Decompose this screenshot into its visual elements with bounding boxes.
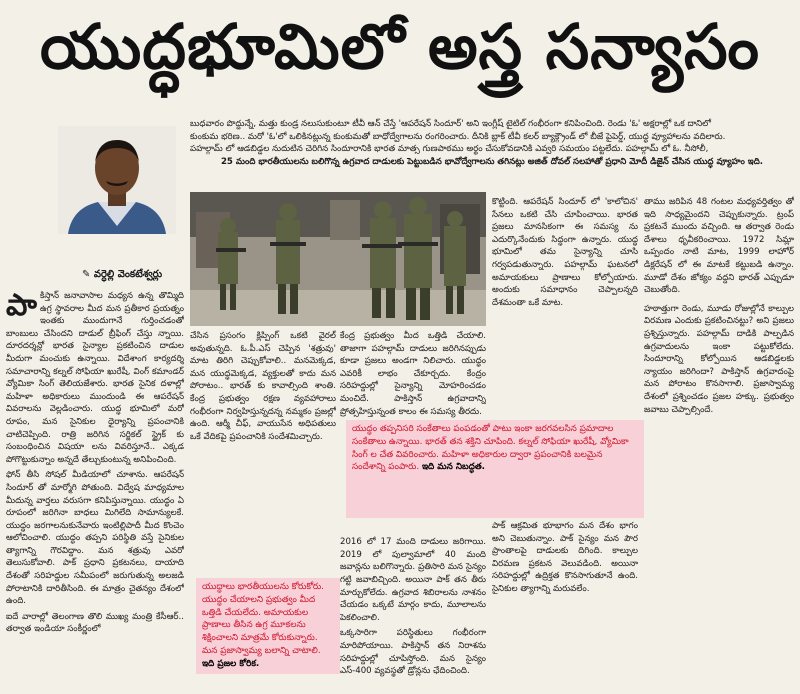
column-1: పాకిస్తాన్ జనావాసాల మధ్యన ఉన్న తొమ్మిది ఉగ్ర స్థావరాల మీద మన ప్రతీకార ప్రయత్నం ఇంతకు ముందుగానే గుర్తించడంతో బాంబులు చేసిందని దాడుల్ బ్రీఫింగ్ చేస్తు న్నాయి. దూరదర్శన్లో భారత సైన్యాల ప్రకటించిన దాడుల మీదుగా మంచుకు ఉన్నాయి. విదేశాంగ కార్యదర్శి సమాచారాన్ని కల్నల్ సోఫియా ఖురేషీ, వింగ్ కమాండర్ వ్యోమికా సింగ్ తెలియజేశారు. భారత సైనిక దళాల్లో మహిళా అధికారులు ముందుండి ఈ ఆపరేషన్ వివరాలను వెల్లడించారు. యుద్ధ భూమిలో మరో రూపం, మన సైనికుల ధైర్యాన్ని ప్రపంచానికి చాటిచెప్పింది. రాత్రి జరిగిన సర్జికల్ స్ట్రైక్ కు సంబంధించిన విషయా లను వివరిస్తూనే.. ఎక్కడ పోగొట్టుకున్నాం అన్నదే తేల్చుకుంటున్న అనిపించింది. ఫోన్ తీసి సోషల్ మీడియాలో చూశాను. ఆపరేషన్ సిందూర్ తో మార్మోగి పోతుంది. విద్వేష మాధ్యమాల మీదున్న వార్తలు వరుసగా కనిపిస్తున్నాయి. యుద్ధం ఏ రూపంలో జరిగినా బాధలు మిగిలేది సామాన్యులకే. యుద్ధం జరగాలనుకునేవారు ఇంటిల్లిపాదీ మీద కొంచెం ఆలోచించాలి. యుద్ధం తప్పని పరిస్థితి వస్తే సైనికుల త్యాగాన్ని గౌరవిద్దాం. మన శత్రువు ఎవరో తెలుసుకోవాలి. పాక్ ప్రధాని ప్రకటనలు, దాయాది దేశంతో సరిహద్దుల సమీపంలో జరుగుతున్న అలజడి పోరాటానికి దారితీసింది. ఈ మాత్రం చైతన్యం దేశంలో ఉంది. ఐదే వారాల్లో తెలంగాణ తొలి ముఖ్య మంత్రి కేసీఆర్.. తర్వాత ఇండియా సంకీర్ణంలో — [6, 290, 184, 635]
deck-line-1: బుధవారం పొద్దున్నే, మత్తు కుండ్ర నలుసుకుంటూ టీవీ ఆన్ చేస్తే 'ఆపరేషన్ సిందూర్' అని ఇంగ్లీష్ టైటిల్ గంభీరంగా కనిపించింది. రెండు 'ఓ' అక్షరాల్లో ఒక దానిలో — [190, 119, 712, 129]
deck-line-3: పహల్గామ్ లో ఆడబిడ్డల నుదుటిన చెరిగిన సిందూరానికి భారత మాత్స గుణపాఠము అర్థం చేసుకోవడానికి ఎవ్వరి సమయం పట్టలేదు. పహల్గామ్ లో ఓ. నీసోలీ, — [190, 144, 709, 155]
drop-cap: పా — [6, 290, 37, 323]
column-5: తాము జరిపిన 48 గంటల మధ్యవర్తిత్వం తో ఇది సాధ్యమైందని చెప్పుకున్నారు. ట్రంప్ ప్రకటనే ముందు వచ్చింది. ఆ తర్వాత రెండు దేశాలు ధృవీకరించాయి. 1972 సిమ్లా ఒప్పందం నాటి మాట, 1999 లాహోర్ డిక్లరేషన్ లో ఈ మాటకే కట్టుబడి ఉన్నాం. మూడో దేశం జోక్యం వద్దని భారత్ ఎప్పుడూ చెబుతోంది. హఠాత్తుగా రెండు, మూడు రోజుల్లోనే కాల్పుల విరమణ ఎందుకు ప్రకటించినట్టు? అని ప్రజలు ప్రశ్నిస్తున్నారు. పహల్గామ్ దాడికి పాల్పడిన ఉగ్రవాదులను ఇంకా పట్టుకోలేదు. సిందూరాన్ని కోల్పోయిన ఆడబిడ్డలకు న్యాయం జరిగిందా? పాకిస్తాన్ ఉగ్రవాదంపై మన పోరాటం కొనసాగాలి. ప్రజాస్వామ్య దేశంలో ప్రశ్నించడం ప్రజల హక్కు. ప్రభుత్వం జవాబు చెప్పాల్సిందే. — [644, 197, 794, 415]
author-photo — [58, 126, 176, 234]
pull-quote-2: యుద్ధాలు భారతీయులను కోరుకోరు. యుద్ధం చేయాలని ప్రభుత్వం మీద ఒత్తిడి చేయలేదు. అమాయకుల ప్రాణాలు తీసిన ఉగ్ర మూకలను శిక్షించాలని మాత్రమే కోరుకున్నారు. మన ప్రజాస్వామ్య బలాన్ని చాటాలి. ఇది ప్రజల కోరిక. — [196, 578, 340, 674]
byline: ✎ వర్ధెల్లి వెంకటేశ్వర్లు — [82, 269, 163, 280]
deck-line-2: కుంకుమ భరిణ.. మరో 'ఓ'లో ఒలికినట్లున్న కుంకుమతో బాధోద్వేగాలను రంగరించారు. దీనికి బ్లాక్ టీవీ కలర్ బ్యాక్గ్రౌండ్ లో బీజే పైపెర్డ్, యుద్ధ వ్యూహాలను వదిలారు. — [190, 131, 726, 142]
deck — [190, 118, 794, 168]
column-3: కేంద్ర ప్రభుత్వం మీద ఒత్తిడి చేయాలి. తాజాగా పహల్గామ్ దాడులు జరిగినప్పుడు కూడా ప్రజలు అండగా నిలిచారు. యుద్ధం ఎవరికీ లాభం చేకూర్చదు. కేంద్రం సరిహద్దుల్లో సైన్యాన్ని మోహరించడం మంచిదే. పాకిస్తాన్ ఉగ్రవాదాన్ని ప్రోత్సహిస్తున్నంత కాలం ఈ సమస్య తీరదు. 2016 లో 17 మంది దాడులు జరిగాయి. 2019 లో పుల్వామాలో 40 మంది జవాన్లను బలిగొన్నారు. ప్రతిసారి మన సైన్యం గట్టి జవాబిచ్చింది. అయినా పాక్ తన తీరు మార్చుకోలేదు. ఉగ్రవాద శిబిరాలను నాశనం చేయడం ఒక్కటే మార్గం కాదు, మూలాలను పెకలించాలి. ఒక్కసారిగా పరిస్థితులు గంభీరంగా మారిపోయాయి. పాకిస్తాన్ తన నిరాశను సరిహద్దుల్లో చూపిస్తోంది. మన సైన్యం ఎస్-400 వ్యవస్థతో డ్రోన్లను ఛేదించింది. — [340, 331, 486, 677]
news-photo — [190, 192, 486, 326]
deck-line-4: 25 మంది భారతీయులను బలిగొన్న ఉగ్రవాద దాడులకు పెట్టుబడిన భావోద్వేగాలను తగినట్లు అజిత్ దోవల్ సలహాతో ప్రధాని మోదీ డిజైన్ చేసిన యుద్ధ వ్యూహం ఇది. — [220, 156, 764, 167]
column-2: చేసిన ప్రసంగం క్లిప్పింగ్ ఒకటి వైరల్ అవుతున్నది. ఓ.పీ.ఎస్ చెప్పిన 'శత్రువు' మాట తిరిగి చెప్పుకోవాలి.. మనమెక్కడ, మన యుద్ధమెక్కడ, వ్యక్తులతో కాదు మన పోరాటం.. భారత్ కు కావాల్సింది శాంతి. కేంద్ర ప్రభుత్వం రక్షణ వ్యవహారాలు గంభీరంగా నిర్వహిస్తున్నదన్న నమ్మకం ప్రజల్లో ఉంది. ఆర్మీ చీఫ్, వాయుసేన అధిపతులు ఒకే వేదికపై ప్రపంచానికి సందేశమిచ్చారు. — [190, 331, 336, 442]
headline: యుద్ధభూమిలో అస్త్ర సన్యాసం — [40, 10, 760, 83]
column-4: కొట్టింది. ఆపరేషన్ సిందూర్ లో 'కాలోచిన' సేనలు ఒకటి చేసి చూపించాయి. భారత ప్రజలు మానసికంగా ఈ సమస్య ను ఎదుర్కొనేందుకు సిద్ధంగా ఉన్నారు. యుద్ధ భూమిలో తమ సైన్యాన్ని చూసి గర్వపడుతున్నారు. పహల్గామ్ ఘటనలో అమాయకులు ప్రాణాలు కోల్పోయారు. అందుకు సమాధానం చెప్పాలన్నది దేశమంతా ఒకే మాట. — [492, 197, 638, 308]
pen-icon: ✎ — [82, 269, 91, 280]
pull-quote-1: యుద్ధం తప్పనిసరి సంకేతాలు పంపడంతో పాటు ఇంకా జరగవలసిన ప్రమాదాల సంకేతాలు ఉన్నాయి. భారత్ తన శక్తిని చూపింది. కల్నల్ సోఫియా ఖురేషీ, వ్యోమికా సింగ్ ల చేత వివరించారు. మహిళా అధికారుల ద్వారా ప్రపంచానికి బలమైన సందేశాన్ని పంపారు. ఇది మన నిబద్ధత. — [346, 420, 644, 518]
column-4b: పాక్ ఆక్రమిత భూభాగం మన దేశం భాగం అని చెబుతున్నాం. పాక్ సైన్యం మన పౌర ప్రాంతాలపై దాడులకు దిగింది. కాల్పుల విరమణ ప్రకటన వెలువడింది. అయినా సరిహద్దుల్లో ఉద్రిక్తత కొనసాగుతూనే ఉంది. సైనికుల త్యాగాన్ని మరువలేం. — [492, 521, 638, 594]
